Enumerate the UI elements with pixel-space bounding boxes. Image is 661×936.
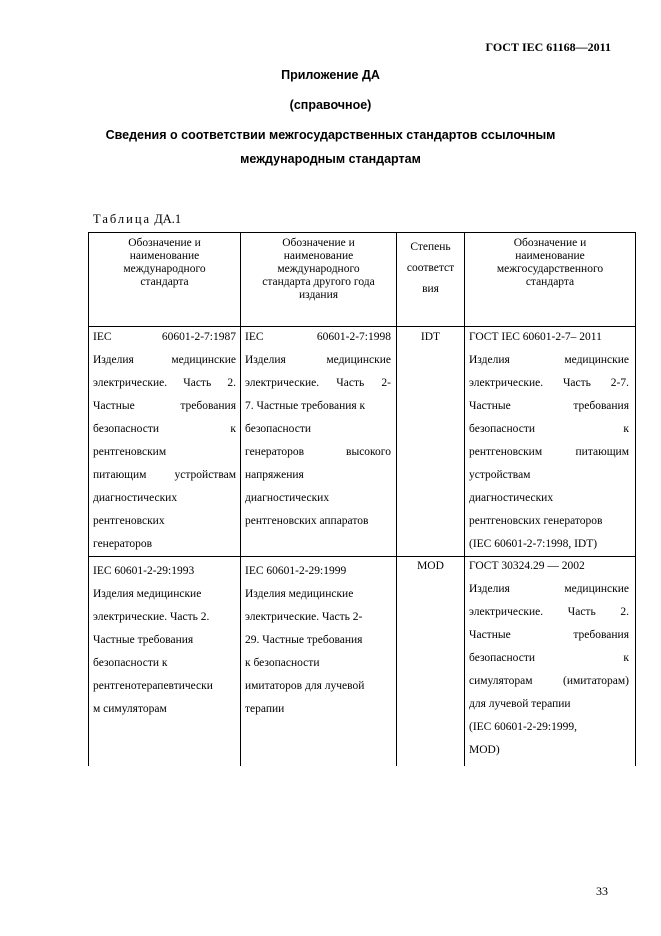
table-row-1-other-year [245, 326, 391, 533]
cell-line: устройствам [469, 469, 531, 481]
table-right-border [635, 232, 636, 766]
cell-line [245, 326, 391, 349]
cell-word: Изделия [245, 354, 286, 366]
table-label-word: Таблица [93, 212, 152, 226]
cell-line: напряжения [245, 469, 304, 481]
table-row-1-interstate [469, 326, 629, 556]
cell-word: электрические. [469, 377, 544, 389]
cell-line: диагностических [469, 492, 554, 504]
cell-line: ГОСТ IEC 60601-2-7– 2011 [469, 331, 602, 343]
column-header-line: Обозначение и [128, 237, 201, 249]
cell-line [93, 326, 236, 349]
cell-line: рентгенотерапевтически [93, 680, 213, 692]
cell-line: рентгеновских генераторов [469, 515, 603, 527]
column-header-line: стандарта [140, 276, 189, 288]
cell-word: Часть [183, 377, 212, 389]
cell-word: рентгеновским [469, 446, 543, 458]
cell-line: (IEC 60601-2-29:1999, [469, 721, 577, 733]
cell-word: Часть [567, 606, 596, 618]
cell-line: безопасности [245, 423, 312, 435]
column-header-other-year [241, 235, 396, 302]
appendix-heading-line2: международным стандартам [240, 152, 421, 166]
table-row-2-interstate [469, 555, 629, 762]
cell-word: Изделия [469, 583, 510, 595]
cell-word: IEC [245, 331, 264, 343]
cell-word: электрические. [245, 377, 320, 389]
cell-word: 2- [381, 377, 391, 389]
cell-line: диагностических [245, 492, 330, 504]
cell-line: имитаторов для лучевой [245, 680, 365, 692]
cell-word: электрические. [93, 377, 168, 389]
appendix-subtitle: (справочное) [289, 98, 372, 112]
cell-word: Частные [93, 400, 135, 412]
cell-line: ГОСТ 30324.29 — 2002 [469, 560, 585, 572]
cell-word: IEC [93, 331, 112, 343]
cell-line: 29. Частные требования [245, 634, 363, 646]
cell-line: Изделия медицинские [245, 588, 354, 600]
cell-word: 60601-2-7:1987 [161, 331, 236, 343]
column-header-line: наименование [283, 250, 354, 262]
cell-line [469, 578, 629, 601]
cell-word: безопасности [93, 423, 160, 435]
cell-line: генераторов [93, 538, 153, 550]
table-left-border [88, 232, 89, 766]
cell-word: безопасности [469, 423, 536, 435]
cell-word: требования [573, 400, 629, 412]
cell-line [245, 372, 391, 395]
cell-word: Частные [469, 400, 511, 412]
cell-line [469, 441, 629, 464]
cell-line: рентгеновских аппаратов [245, 515, 369, 527]
cell-word: питающим [575, 446, 629, 458]
cell-line [469, 624, 629, 647]
cell-word: Изделия [93, 354, 134, 366]
degree-value: MOD [417, 560, 444, 572]
cell-line: м симуляторам [93, 703, 167, 715]
cell-word: симуляторам [469, 675, 533, 687]
cell-line: Изделия медицинские [93, 588, 202, 600]
cell-line [469, 670, 629, 693]
column-header-line: наименование [515, 250, 585, 262]
column-header-interstate [465, 235, 635, 289]
cell-line [93, 418, 236, 441]
cell-line: IEC 60601-2-29:1993 [93, 565, 195, 577]
cell-line: электрические. Часть 2- [245, 611, 363, 623]
table-label-number: ДА.1 [154, 212, 182, 226]
cell-line: Частные требования [93, 634, 194, 646]
column-header-line: издания [298, 289, 339, 301]
column-header-international [89, 235, 240, 289]
table-row-2-degree [397, 555, 464, 578]
cell-line [469, 418, 629, 441]
cell-word: генераторов [245, 446, 305, 458]
column-header-degree [397, 235, 464, 300]
cell-word: 2. [227, 377, 236, 389]
cell-word: 2-7. [610, 377, 629, 389]
cell-line [469, 647, 629, 670]
cell-word: Изделия [469, 354, 510, 366]
cell-line: для лучевой терапии [469, 698, 571, 710]
cell-word: Часть [336, 377, 365, 389]
table-row-1-degree [397, 326, 464, 349]
cell-word: 60601-2-7:1998 [316, 331, 391, 343]
cell-line [469, 601, 629, 624]
cell-word: медицинские [564, 354, 629, 366]
cell-line: рентгеновским [93, 446, 167, 458]
cell-word: (имитаторам) [563, 675, 629, 687]
cell-line: рентгеновских [93, 515, 165, 527]
col-divider-2 [396, 232, 397, 766]
column-header-line: международного [277, 263, 360, 275]
appendix-title: Приложение ДА [281, 68, 380, 82]
cell-line [93, 395, 236, 418]
cell-line: (IEC 60601-2-7:1998, IDT) [469, 538, 598, 550]
table-row-2-international [93, 560, 236, 721]
cell-word: к [623, 423, 629, 435]
cell-word: медицинские [171, 354, 236, 366]
cell-line: IEC 60601-2-29:1999 [245, 565, 347, 577]
cell-word: требования [573, 629, 629, 641]
cell-word: высокого [346, 446, 391, 458]
cell-line [469, 395, 629, 418]
table-top-border [88, 232, 636, 233]
col-divider-1 [240, 232, 241, 766]
column-header-line: наименование [129, 250, 200, 262]
cell-word: безопасности [469, 652, 536, 664]
cell-word: к [623, 652, 629, 664]
table-label [93, 212, 181, 227]
cell-word: устройствам [174, 469, 236, 481]
page-number: 33 [596, 884, 608, 898]
column-header-line: стандарта [525, 276, 575, 288]
cell-word: Часть [562, 377, 591, 389]
column-header-line: межгосударственного [496, 263, 604, 275]
column-header-line: соответст [406, 262, 455, 274]
table-row-2-other-year [245, 560, 391, 721]
column-header-line: стандарта другого года [262, 276, 375, 288]
cell-line: терапии [245, 703, 285, 715]
cell-line: к безопасности [245, 657, 320, 669]
document-id: ГОСТ IEC 61168—2011 [485, 40, 611, 54]
cell-word: медицинские [564, 583, 629, 595]
cell-word: к [230, 423, 236, 435]
cell-line: безопасности к [93, 657, 168, 669]
cell-word: 2. [620, 606, 629, 618]
cell-line: MOD) [469, 744, 500, 756]
cell-word: питающим [93, 469, 147, 481]
cell-word: требования [180, 400, 236, 412]
cell-line [469, 349, 629, 372]
col-divider-3 [464, 232, 465, 766]
degree-value: IDT [420, 331, 441, 343]
column-header-line: международного [123, 263, 206, 275]
cell-line [93, 349, 236, 372]
table-row-1-international [93, 326, 236, 556]
cell-word: электрические. [469, 606, 544, 618]
cell-line [469, 372, 629, 395]
cell-line [245, 441, 391, 464]
cell-line [245, 349, 391, 372]
cell-line: электрические. Часть 2. [93, 611, 210, 623]
cell-line: диагностических [93, 492, 178, 504]
cell-word: медицинские [326, 354, 391, 366]
appendix-heading-line1: Сведения о соответствии межгосударственных стандартов ссылочным [105, 128, 556, 142]
column-header-line: Обозначение и [513, 237, 587, 249]
column-header-line: Степень [410, 241, 451, 253]
cell-line: 7. Частные требования к [245, 400, 366, 412]
cell-line [93, 464, 236, 487]
cell-line [93, 372, 236, 395]
column-header-line: вия [422, 283, 439, 295]
column-header-line: Обозначение и [282, 237, 355, 249]
cell-word: Частные [469, 629, 511, 641]
